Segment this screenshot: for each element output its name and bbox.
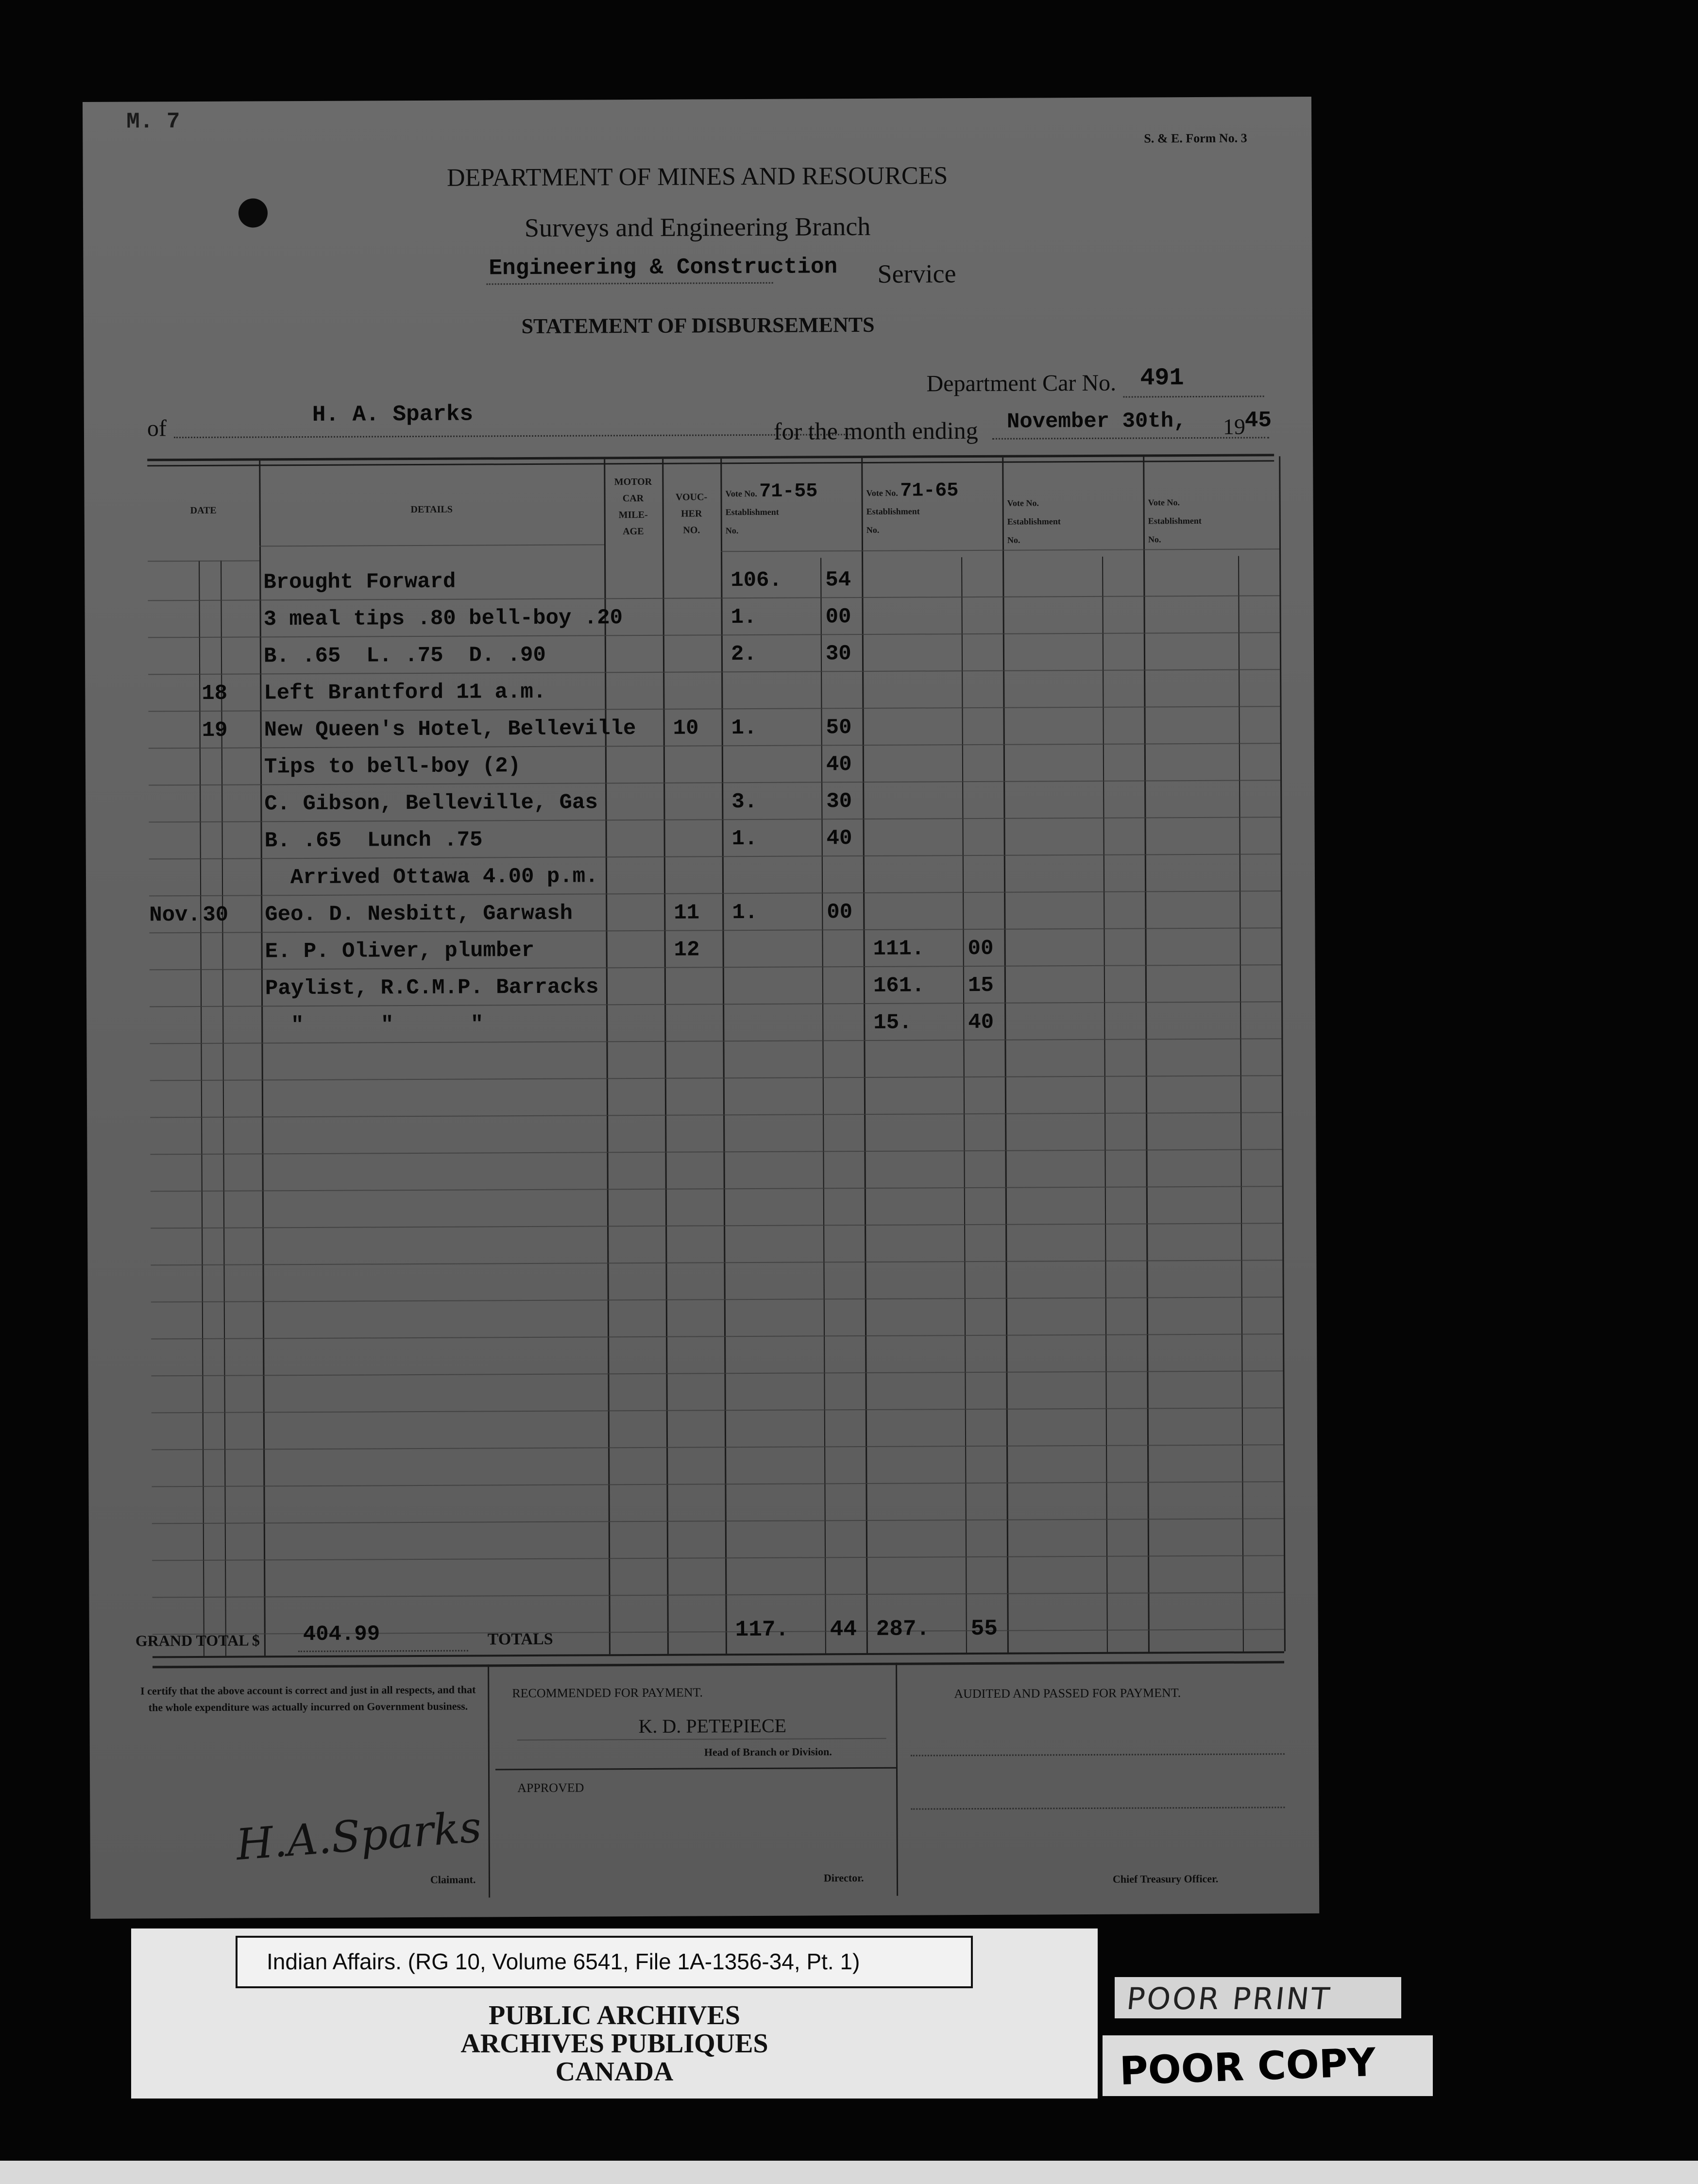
row-rule [151,1223,1282,1228]
row-rule [152,1407,1283,1413]
row-vote2-cents: 15 [968,973,994,998]
claimant-label: Claimant. [430,1873,476,1886]
row-vote1-dollars: 2. [730,642,757,667]
table-row [85,603,1314,645]
table-row [85,566,1313,608]
recommended-name: K. D. PETEPIECE [638,1714,787,1738]
row-details: C. Gibson, Belleville, Gas [264,790,598,817]
service-name: Engineering & Construction [489,254,838,281]
table-row [86,824,1315,867]
row-rule [152,1481,1283,1487]
poor-copy-stamp [1103,2035,1433,2096]
year-prefix: 19 [1223,414,1246,439]
row-date-day: 30 [203,903,229,927]
archive-reference-box [236,1936,973,1988]
date-header: DATE [190,505,217,516]
table-row [86,861,1315,904]
treasury-label: Chief Treasury Officer. [1112,1872,1219,1885]
certify-text: I certify that the above account is correct and just in all respects, and that the whole expenditure was actually incurred on Government business. [140,1683,476,1714]
row-details: Arrived Ottawa 4.00 p.m. [264,864,598,890]
row-details: Tips to bell-boy (2) [264,754,521,780]
row-date-day: 18 [202,681,228,706]
row-rule [150,1075,1282,1081]
row-vote1-cents: 00 [827,900,853,925]
row-details: 3 meal tips .80 bell-boy .20 [263,606,623,632]
row-vote2-dollars: 161. [873,973,925,998]
claimant-name: H. A. Sparks [312,401,474,427]
vote-header-4: Vote No. Establishment No. [1148,497,1202,545]
vote-header-2: Vote No. 71-65 Establishment No. [866,480,959,535]
row-vote1-cents: 30 [826,789,852,814]
grand-total-label: GRAND TOTAL $ [135,1631,260,1650]
voucher-header: VOUC- HER NO. [675,492,708,536]
row-vote1-cents: 50 [826,716,852,740]
row-vote2-cents: 00 [968,936,994,961]
row-rule [152,1518,1284,1524]
row-details: B. .65 Lunch .75 [264,828,483,853]
row-vote1-cents: 00 [825,605,851,630]
totals-label: TOTALS [487,1630,553,1649]
disbursement-form [83,97,1319,1919]
vote-header-1: Vote No. 71-55 Establishment No. [725,480,818,536]
details-header: DETAILS [410,504,453,515]
branch-title: Surveys and Engineering Branch [524,211,871,243]
row-rule [150,1149,1282,1155]
row-vote2-dollars: 111. [873,937,925,961]
table-row [85,714,1314,756]
row-vote2-cents: 40 [968,1010,994,1035]
row-vote1-dollars: 3. [731,789,758,815]
row-rule [151,1297,1283,1302]
director-label: Director. [823,1872,864,1884]
row-vote1-dollars: 1. [731,716,757,741]
row-rule [151,1370,1283,1376]
row-voucher: 10 [673,716,699,741]
row-vote1-dollars: 106. [730,568,782,593]
row-rule [150,1112,1282,1118]
row-vote1-cents: 30 [825,642,851,666]
month-label: for the month ending [773,416,978,445]
row-details: Brought Forward [263,569,456,595]
row-date-month: Nov. [149,903,201,928]
archive-line-3: CANADA [555,2057,674,2087]
mileage-header: MOTOR CAR MILE- AGE [614,476,652,537]
recommended-label: RECOMMENDED FOR PAYMENT. [512,1685,703,1701]
row-rule [152,1555,1284,1561]
table-row [85,640,1314,682]
row-vote1-dollars: 1. [732,900,758,925]
row-vote1-cents: 54 [825,568,851,593]
row-rule [152,1592,1284,1598]
poor-copy-text: POOR COPY [1119,2039,1376,2094]
archive-reference: Indian Affairs. (RG 10, Volume 6541, File 1A-1356-34, Pt. 1) [267,1949,860,1974]
audited-label: AUDITED AND PASSED FOR PAYMENT. [954,1686,1181,1701]
table-row [86,972,1315,1014]
row-voucher: 11 [674,901,700,925]
statement-title: STATEMENT OF DISBURSEMENTS [521,312,875,339]
scan-bottom-edge [0,2161,1698,2184]
table-row [86,1009,1315,1051]
table-row [85,787,1314,830]
row-rule [152,1444,1283,1450]
archive-line-1: PUBLIC ARCHIVES [488,2000,741,2030]
total-vote1-cents: 44 [830,1617,857,1642]
disbursement-rows [83,97,1318,1705]
row-rule [151,1333,1283,1339]
approved-label: APPROVED [517,1780,584,1795]
table-row [85,751,1314,793]
poor-print-stamp [1115,1977,1401,2018]
form-number: S. & E. Form No. 3 [1144,131,1247,146]
head-of-branch-label: Head of Branch or Division. [704,1745,832,1758]
row-details: New Queen's Hotel, Belleville [264,717,636,743]
department-title: DEPARTMENT OF MINES AND RESOURCES [446,162,948,192]
row-details: " " " [265,1012,484,1038]
month-value: November 30th, [1006,409,1187,434]
row-details: Geo. D. Nesbitt, Garwash [265,901,573,927]
corner-mark: M. 7 [126,109,180,135]
total-vote2-cents: 55 [970,1616,998,1642]
total-vote2-dollars: 287. [876,1616,930,1642]
row-vote1-dollars: 1. [731,826,758,852]
row-details: Paylist, R.C.M.P. Barracks [265,975,599,1001]
row-vote2-dollars: 15. [873,1010,912,1035]
year-suffix: 45 [1244,408,1272,433]
of-label: of [147,415,167,442]
car-label: Department Car No. [926,370,1117,397]
row-details: Left Brantford 11 a.m. [264,680,546,706]
poor-print-text: POOR PRINT [1125,1981,1333,2016]
row-details: E. P. Oliver, plumber [265,938,535,964]
table-row [85,677,1314,719]
row-date-day: 19 [202,718,228,743]
service-suffix: Service [877,259,956,289]
archive-line-2: ARCHIVES PUBLIQUES [460,2029,768,2059]
row-vote1-cents: 40 [826,752,852,777]
row-vote1-dollars: 1. [730,605,757,630]
row-rule [151,1186,1282,1192]
table-row [86,935,1315,977]
row-vote1-cents: 40 [826,826,852,851]
claimant-signature: H.A.Sparks [234,1801,483,1870]
car-number: 491 [1140,364,1184,392]
archive-label [131,1928,1098,2099]
total-vote1-dollars: 117. [735,1617,789,1643]
vote-header-3: Vote No. Establishment No. [1007,498,1061,545]
row-details: B. .65 L. .75 D. .90 [263,643,546,669]
table-row [86,898,1315,940]
row-voucher: 12 [674,938,700,962]
grand-total-value: 404.99 [303,1622,380,1647]
row-rule [151,1260,1282,1265]
